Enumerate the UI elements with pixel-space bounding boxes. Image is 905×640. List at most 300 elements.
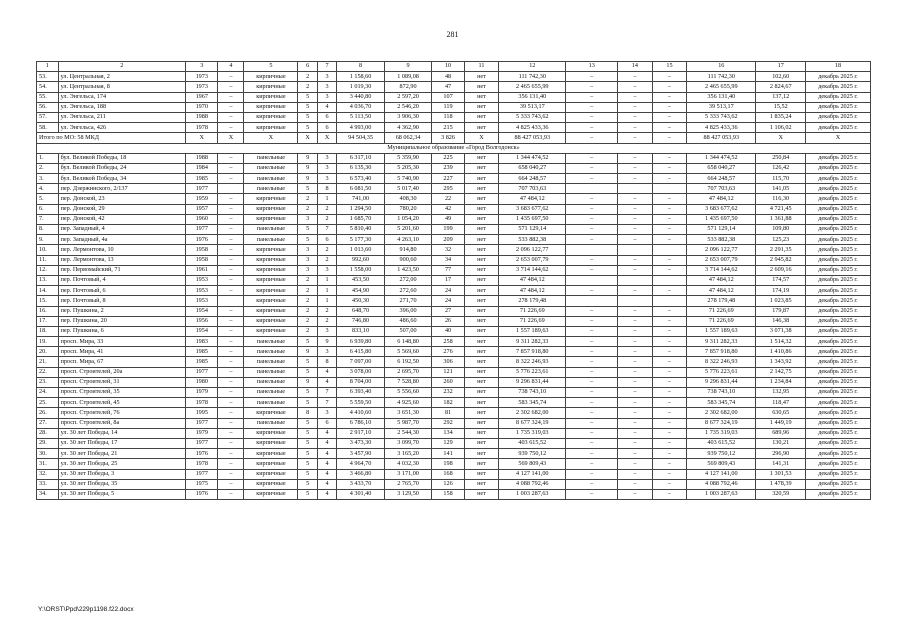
table-cell: декабрь 2025 г. xyxy=(806,163,871,173)
table-cell: просп. Строителей, 45 xyxy=(58,398,185,408)
table-cell: 8 xyxy=(298,408,317,418)
table-cell: кирпичные xyxy=(244,112,298,122)
table-cell: – xyxy=(566,469,618,479)
table-cell: пер. Почтовый, 6 xyxy=(58,286,185,296)
table-cell: – xyxy=(618,123,653,133)
table-cell: 1 003 287,63 xyxy=(499,489,566,499)
table-cell: 71 226,69 xyxy=(499,306,566,316)
table-cell: 569 809,43 xyxy=(499,459,566,469)
table-cell: – xyxy=(618,235,653,245)
table-cell: 1976 xyxy=(186,449,218,459)
table-cell: кирпичные xyxy=(244,479,298,489)
table-cell: 507,00 xyxy=(384,326,432,336)
table-cell: – xyxy=(652,337,687,347)
table-cell: 2 xyxy=(317,214,336,224)
table-cell: 2 945,82 xyxy=(756,255,806,265)
table-cell: – xyxy=(652,255,687,265)
table-cell: 8. xyxy=(37,225,59,235)
table-cell: пер. Почтовый, 8 xyxy=(58,296,185,306)
table-row xyxy=(37,347,871,357)
table-cell: ул. 30 лет Победы, 17 xyxy=(58,438,185,448)
table-cell: 5 xyxy=(298,184,317,194)
table-cell: 1983 xyxy=(186,337,218,347)
table-cell: – xyxy=(566,112,618,122)
table-cell: 4 xyxy=(317,102,336,112)
table-cell: 5 xyxy=(298,449,317,459)
table-cell: нет xyxy=(464,163,499,173)
table-cell: нет xyxy=(464,102,499,112)
table-cell: – xyxy=(618,225,653,235)
table-cell: – xyxy=(218,214,244,224)
table-cell: 833,10 xyxy=(337,326,385,336)
table-cell: 450,30 xyxy=(337,296,385,306)
table-cell: 664 248,57 xyxy=(499,174,566,184)
table-cell: декабрь 2025 г. xyxy=(806,326,871,336)
table-cell: 2 917,10 xyxy=(337,428,385,438)
table-cell: 11. xyxy=(37,255,59,265)
table-cell: – xyxy=(218,255,244,265)
table-cell: 3 440,80 xyxy=(337,92,385,102)
table-cell: 1 xyxy=(317,275,336,285)
table-cell: 1 557 189,63 xyxy=(499,326,566,336)
table-cell: 396,00 xyxy=(384,306,432,316)
table-cell: 1 234,84 xyxy=(756,377,806,387)
table-cell: 10. xyxy=(37,245,59,255)
table-cell: 3 433,70 xyxy=(337,479,385,489)
table-cell: 3. xyxy=(37,174,59,184)
table-cell: 24 xyxy=(432,286,464,296)
table-cell: кирпичные xyxy=(244,245,298,255)
table-cell: панельные xyxy=(244,347,298,357)
table-cell: панельные xyxy=(244,337,298,347)
table-cell: кирпичные xyxy=(244,102,298,112)
table-cell: 88 427 053,93 xyxy=(687,133,756,143)
table-cell: ул. 30 лет Победы, 5 xyxy=(58,489,185,499)
table-cell: – xyxy=(618,377,653,387)
table-cell: 1 xyxy=(317,286,336,296)
table-cell: Х xyxy=(317,133,336,143)
table-cell: – xyxy=(618,428,653,438)
table-cell: декабрь 2025 г. xyxy=(806,123,871,133)
table-cell: 2 xyxy=(298,275,317,285)
table-cell: пер. Лермонтова, 10 xyxy=(58,245,185,255)
table-cell: 129 xyxy=(432,438,464,448)
table-cell: 1 557 189,63 xyxy=(687,326,756,336)
table-cell: 20. xyxy=(37,347,59,357)
table-cell: 1 558,00 xyxy=(337,265,385,275)
table-cell: – xyxy=(618,102,653,112)
table-cell: 5 xyxy=(298,388,317,398)
table-cell: – xyxy=(566,235,618,245)
table-cell: 17 xyxy=(756,62,806,72)
table-cell: декабрь 2025 г. xyxy=(806,449,871,459)
table-cell: 4 410,60 xyxy=(337,408,385,418)
table-cell: декабрь 2025 г. xyxy=(806,428,871,438)
table-cell: – xyxy=(652,469,687,479)
table-cell: 296,90 xyxy=(756,449,806,459)
table-cell: – xyxy=(652,235,687,245)
table-cell: 4 825 433,36 xyxy=(687,123,756,133)
table-cell: – xyxy=(566,438,618,448)
table-cell: ул. Энгельса, 211 xyxy=(58,112,185,122)
table-cell: кирпичные xyxy=(244,408,298,418)
table-cell: 4 xyxy=(317,449,336,459)
table-cell: панельные xyxy=(244,153,298,163)
table-cell: 3 xyxy=(317,153,336,163)
table-cell: 34 xyxy=(432,255,464,265)
table-cell: 12 xyxy=(499,62,566,72)
table-cell: нет xyxy=(464,153,499,163)
table-cell: – xyxy=(218,245,244,255)
table-cell: 276 xyxy=(432,347,464,357)
table-cell: 1977 xyxy=(186,225,218,235)
table-cell: 2 653 007,79 xyxy=(687,255,756,265)
table-cell: 6 786,10 xyxy=(337,418,385,428)
table-cell: 939 750,12 xyxy=(499,449,566,459)
table-cell: декабрь 2025 г. xyxy=(806,235,871,245)
table-cell: пер. Донской, 42 xyxy=(58,214,185,224)
table-cell: 5 xyxy=(298,357,317,367)
table-cell: 4 xyxy=(317,459,336,469)
table-cell: кирпичные xyxy=(244,204,298,214)
table-cell: кирпичные xyxy=(244,92,298,102)
table-cell: панельные xyxy=(244,184,298,194)
table-cell: – xyxy=(218,204,244,214)
table-cell: 1973 xyxy=(186,72,218,82)
table-cell: – xyxy=(618,133,653,143)
table-cell: 47 484,12 xyxy=(687,275,756,285)
table-cell: 71 226,69 xyxy=(499,316,566,326)
table-cell: 18. xyxy=(37,326,59,336)
table-cell: – xyxy=(566,265,618,275)
table-cell: 8 xyxy=(337,62,385,72)
table-cell: 306 xyxy=(432,357,464,367)
table-cell: – xyxy=(652,163,687,173)
table-cell: – xyxy=(652,112,687,122)
table-cell: 42 xyxy=(432,204,464,214)
table-cell: 5 xyxy=(298,123,317,133)
table-cell: 125,23 xyxy=(756,235,806,245)
table-cell: декабрь 2025 г. xyxy=(806,377,871,387)
table-cell: 1 343,92 xyxy=(756,357,806,367)
table-cell: – xyxy=(566,72,618,82)
table-cell: 2 096 122,77 xyxy=(687,245,756,255)
table-cell: Х xyxy=(806,133,871,143)
table-cell: 39 513,17 xyxy=(687,102,756,112)
table-cell: просп. Мира, 67 xyxy=(58,357,185,367)
table-cell: 49 xyxy=(432,214,464,224)
table-row xyxy=(37,479,871,489)
table-cell: Х xyxy=(186,133,218,143)
table-cell: декабрь 2025 г. xyxy=(806,194,871,204)
page-number: 281 xyxy=(446,30,459,39)
table-cell: 26 xyxy=(432,316,464,326)
table-cell: – xyxy=(218,489,244,499)
table-cell: декабрь 2025 г. xyxy=(806,275,871,285)
table-cell: панельные xyxy=(244,174,298,184)
table-cell: 174,57 xyxy=(756,275,806,285)
table-row xyxy=(37,438,871,448)
table-cell: 3 xyxy=(298,245,317,255)
table-cell: 1960 xyxy=(186,214,218,224)
table-cell: 2 465 655,99 xyxy=(687,82,756,92)
table-cell: 1973 xyxy=(186,82,218,92)
table-cell: 15 xyxy=(652,62,687,72)
table-cell: 58. xyxy=(37,123,59,133)
table-cell: нет xyxy=(464,388,499,398)
table-cell: 126,42 xyxy=(756,163,806,173)
table-cell: 1956 xyxy=(186,316,218,326)
table-cell: 4 088 792,46 xyxy=(687,479,756,489)
table-cell: пер. Западный, 4а xyxy=(58,235,185,245)
table-cell: – xyxy=(218,357,244,367)
table-cell: 1 514,32 xyxy=(756,337,806,347)
table-cell: 11 xyxy=(464,62,499,72)
table-cell: 2 xyxy=(298,296,317,306)
table-cell: панельные xyxy=(244,418,298,428)
table-cell: нет xyxy=(464,225,499,235)
table-cell: 1 xyxy=(37,62,59,72)
table-cell: 3 466,80 xyxy=(337,469,385,479)
table-cell: 9 xyxy=(317,337,336,347)
table-cell: 17. xyxy=(37,316,59,326)
table-cell: 454,90 xyxy=(337,286,385,296)
table-cell: – xyxy=(618,449,653,459)
table-cell: 4 xyxy=(317,428,336,438)
table-cell: 4 xyxy=(317,469,336,479)
table-cell: 1 013,60 xyxy=(337,245,385,255)
table-cell: 3 xyxy=(186,62,218,72)
table-cell: 198 xyxy=(432,459,464,469)
table-cell: 1 835,24 xyxy=(756,112,806,122)
table-cell: 6 939,80 xyxy=(337,337,385,347)
table-cell: 77 xyxy=(432,265,464,275)
table-cell: – xyxy=(218,316,244,326)
table-cell: 4 825 433,36 xyxy=(499,123,566,133)
table-cell: – xyxy=(618,418,653,428)
table-cell: нет xyxy=(464,214,499,224)
table-cell: кирпичные xyxy=(244,438,298,448)
table-cell: 7. xyxy=(37,214,59,224)
table-row xyxy=(37,326,871,336)
table-cell: – xyxy=(618,82,653,92)
table-cell: 132,95 xyxy=(756,388,806,398)
table-cell: – xyxy=(566,204,618,214)
table-cell xyxy=(652,296,687,306)
table-cell: декабрь 2025 г. xyxy=(806,316,871,326)
table-cell: 225 xyxy=(432,153,464,163)
table-cell: кирпичные xyxy=(244,72,298,82)
table-cell: 81 xyxy=(432,408,464,418)
table-cell xyxy=(618,275,653,285)
table-cell: 5 xyxy=(298,102,317,112)
table-cell: кирпичные xyxy=(244,255,298,265)
table-cell: 15,52 xyxy=(756,102,806,112)
table-cell: кирпичные xyxy=(244,326,298,336)
table-cell: нет xyxy=(464,72,499,82)
table-cell: 34. xyxy=(37,489,59,499)
table-row xyxy=(37,377,871,387)
table-row xyxy=(37,245,871,255)
table-row xyxy=(37,265,871,275)
table-cell: 3 714 144,62 xyxy=(687,265,756,275)
table-cell: 5 776 223,61 xyxy=(687,367,756,377)
table-cell: 486,60 xyxy=(384,316,432,326)
table-cell: 1 344 474,52 xyxy=(499,153,566,163)
table-cell: декабрь 2025 г. xyxy=(806,357,871,367)
table-cell xyxy=(618,245,653,255)
table-row xyxy=(37,316,871,326)
table-cell: кирпичные xyxy=(244,489,298,499)
table-cell: 664 248,57 xyxy=(687,174,756,184)
table-cell: 6 xyxy=(317,418,336,428)
table-cell: нет xyxy=(464,82,499,92)
table-cell: 22 xyxy=(432,194,464,204)
table-cell: кирпичные xyxy=(244,316,298,326)
table-cell: 9 xyxy=(298,347,317,357)
table-cell: – xyxy=(566,92,618,102)
table-cell: – xyxy=(652,286,687,296)
table-cell: 6 148,80 xyxy=(384,337,432,347)
table-cell: – xyxy=(218,102,244,112)
table-cell: 5. xyxy=(37,194,59,204)
table-cell: 1988 xyxy=(186,112,218,122)
table-cell: 27. xyxy=(37,418,59,428)
table-cell: 3 xyxy=(317,92,336,102)
table-cell: 23. xyxy=(37,377,59,387)
table-cell: 47 484,12 xyxy=(687,194,756,204)
table-cell: 272,00 xyxy=(384,275,432,285)
table-cell: – xyxy=(652,326,687,336)
table-cell: 2 xyxy=(298,286,317,296)
table-cell: 6 xyxy=(298,62,317,72)
table-cell: – xyxy=(566,225,618,235)
table-cell: 5 xyxy=(298,469,317,479)
table-cell: – xyxy=(618,347,653,357)
table-cell: бул. Великой Победы, 34 xyxy=(58,174,185,184)
table-cell: 8 677 324,19 xyxy=(687,418,756,428)
table-cell: 40 xyxy=(432,326,464,336)
table-cell: – xyxy=(618,388,653,398)
table-cell: 18 xyxy=(806,62,871,72)
table-cell: – xyxy=(618,286,653,296)
table-cell: – xyxy=(218,153,244,163)
table-cell: декабрь 2025 г. xyxy=(806,469,871,479)
table-cell: 47 484,12 xyxy=(499,286,566,296)
table-cell: 5 017,40 xyxy=(384,184,432,194)
table-cell: 1975 xyxy=(186,479,218,489)
table-cell: 2 xyxy=(298,306,317,316)
table-cell: 32. xyxy=(37,469,59,479)
table-cell: – xyxy=(618,316,653,326)
table-cell: 4 993,00 xyxy=(337,123,385,133)
table-cell: 3 714 144,62 xyxy=(499,265,566,275)
table-body xyxy=(37,62,871,500)
table-cell: – xyxy=(218,377,244,387)
table-cell: 1 xyxy=(317,194,336,204)
table-cell: панельные xyxy=(244,367,298,377)
table-cell: 1 435 697,50 xyxy=(499,214,566,224)
table-cell: просп. Строителей, 20а xyxy=(58,367,185,377)
table-cell: 4 127 141,00 xyxy=(687,469,756,479)
table-cell: декабрь 2025 г. xyxy=(806,153,871,163)
table-cell: 1985 xyxy=(186,357,218,367)
table-cell: 1 054,20 xyxy=(384,214,432,224)
table-cell: 3 xyxy=(317,265,336,275)
table-cell: – xyxy=(218,326,244,336)
table-cell: нет xyxy=(464,194,499,204)
table-cell: кирпичные xyxy=(244,428,298,438)
table-cell: 295 xyxy=(432,184,464,194)
table-cell: 1970 xyxy=(186,102,218,112)
table-cell: 8 704,00 xyxy=(337,377,385,387)
table-cell: 1954 xyxy=(186,326,218,336)
table-row xyxy=(37,112,871,122)
table-cell: 5 359,90 xyxy=(384,153,432,163)
table-cell: 4 xyxy=(317,377,336,387)
table-cell: 278 179,48 xyxy=(687,296,756,306)
table-cell: нет xyxy=(464,347,499,357)
table-cell: кирпичные xyxy=(244,459,298,469)
table-cell: 6 393,40 xyxy=(337,388,385,398)
table-cell: – xyxy=(218,92,244,102)
table-cell: 8 677 324,19 xyxy=(499,418,566,428)
table-cell: нет xyxy=(464,459,499,469)
table-cell: ул. Центральная, 2 xyxy=(58,72,185,82)
table-cell: 3 xyxy=(317,174,336,184)
table-cell: кирпичные xyxy=(244,214,298,224)
table-cell: – xyxy=(618,204,653,214)
table-cell: 1 003 287,63 xyxy=(687,489,756,499)
table-cell: 3 xyxy=(317,408,336,418)
table-cell: 5 810,40 xyxy=(337,225,385,235)
table-cell: 14 xyxy=(618,62,653,72)
table-cell: 1 423,50 xyxy=(384,265,432,275)
table-cell: 2 291,35 xyxy=(756,245,806,255)
table-cell: 199 xyxy=(432,225,464,235)
table-cell: 914,80 xyxy=(384,245,432,255)
table-cell: – xyxy=(566,194,618,204)
table-row xyxy=(37,92,871,102)
table-cell: – xyxy=(566,153,618,163)
table-cell: 107 xyxy=(432,92,464,102)
table-cell: 6 135,30 xyxy=(337,163,385,173)
table-row xyxy=(37,174,871,184)
table-cell: 780,20 xyxy=(384,204,432,214)
table-row xyxy=(37,184,871,194)
table-cell: 3 xyxy=(317,82,336,92)
table-cell: 278 179,48 xyxy=(499,296,566,306)
table-cell: кирпичные xyxy=(244,194,298,204)
table-cell: 168 xyxy=(432,469,464,479)
table-cell: – xyxy=(566,316,618,326)
table-cell: 2 302 682,00 xyxy=(687,408,756,418)
table-cell: – xyxy=(652,377,687,387)
table-cell: 1984 xyxy=(186,163,218,173)
table-cell: декабрь 2025 г. xyxy=(806,398,871,408)
table-cell: 2 xyxy=(298,72,317,82)
table-cell: 130,21 xyxy=(756,438,806,448)
table-cell: 5 xyxy=(298,428,317,438)
table-cell xyxy=(652,184,687,194)
table-cell: 4 127 141,00 xyxy=(499,469,566,479)
table-cell: декабрь 2025 г. xyxy=(806,347,871,357)
table-cell: ул. Энгельса, 188 xyxy=(58,102,185,112)
table-cell: 17 xyxy=(432,275,464,285)
table-cell: 1 449,19 xyxy=(756,418,806,428)
table-cell: 6 573,40 xyxy=(337,174,385,184)
table-cell xyxy=(218,184,244,194)
